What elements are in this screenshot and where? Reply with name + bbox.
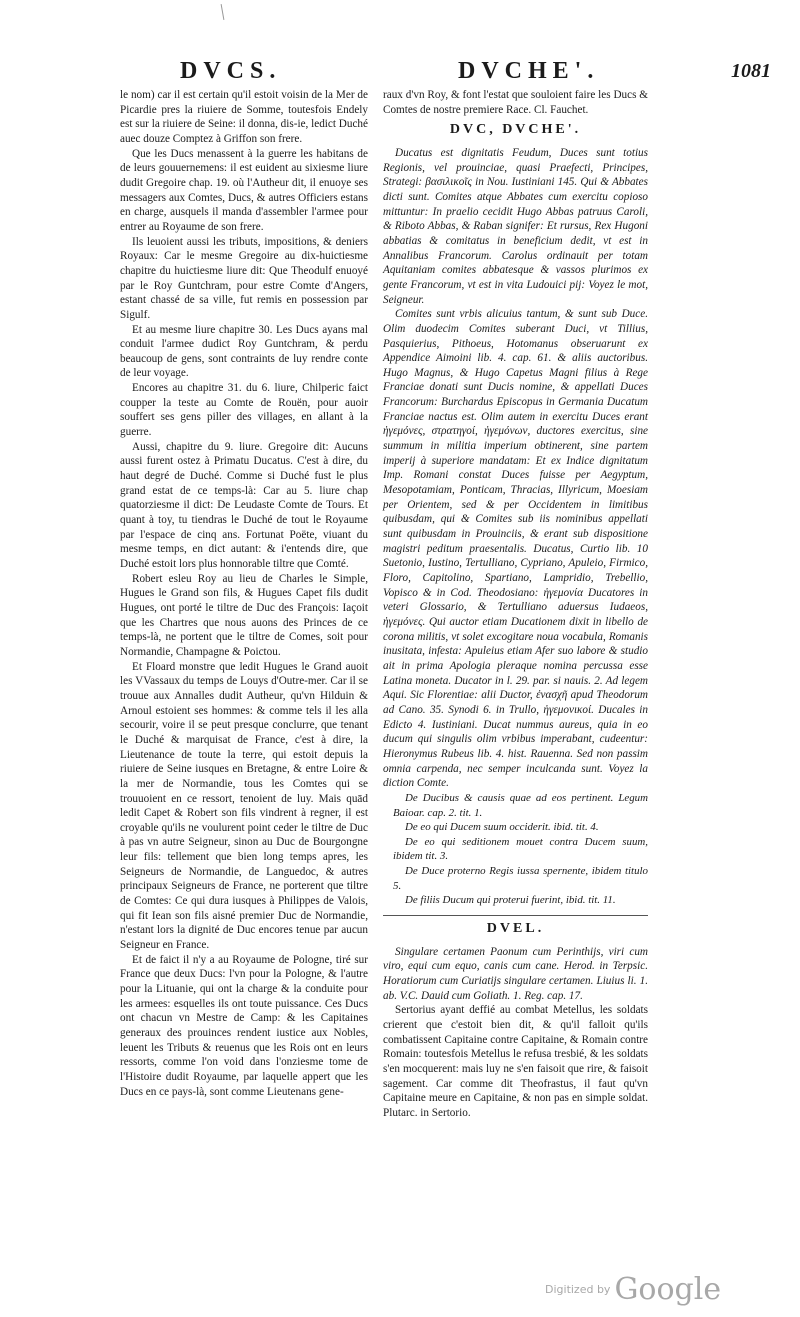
google-logo: Google bbox=[614, 1272, 722, 1307]
paragraph: Aussi, chapitre du 9. liure. Gregoire dit: Aucuns aussi furent ostez à Primatu Ducatus. C'est à dire, du haut degré de Duché. Comme si Duché fust le plus grand estat de ce temps-là: Car au 5. liure chap quatorziesme il dict: De Leudaste Comte de Tours. Et quant à toy, tu tiendras le Duché de tout le Royaume par l'espace de cinq ans. Fortunat Poëte, viuant du mesme temps, en dict autant: & i'entends dire, que Duché estoit lors plus honnorable tiltre que Comté. bbox=[120, 440, 368, 570]
latin-paragraph: Comites sunt vrbis alicuius tantum, & sunt sub Duce. Olim duodecim Comites suberant Duci, vt Tillius, Pasquierius, Pithoeus, Hotomanus obseruarunt ex Appendice Aimoini lib. 4. cap. 61. & aliis auctoribus. Hugo Magnus, & Hugo Capetus Magni filius à Rege Franciae donati sunt Ducis nomine, & appellati Duces Francorum: Burchardus Episcopus in Germania Ducatum Franciae nactus est. Olim autem in exercitu Duces erant ἡγεμόνες, στρατηγοί, ἡγεμόνων, ductores exercitus, sine summum in militia imperium obtinerent, sine partem imperij à superiore mandatam: Et ex Indice dignitatum Imp. Romani constat Duces fuisse per Aegyptum, Mesopotamiam, Ponticam, Thracias, Illyricum, Moesiam per Orientem, sed & per Occidentem in limitibus quibusdam, qui & Comites sub iis nominibus appellati sunt quibusdam in Prouinciis, & erant sub dispositione magistri peditum praesentalis. Ducatus, Curtio lib. 10 Suetonio, Iustino, Tertulliano, Cypriano, Apuleio, Firmico, Floro, Capitolino, Spartiano, Lampridio, Trebellio, Vopisco & in Cod. Theodosiano: ἡγεμονία Ducatores in veteri Glossario, & Tertulliano aduersus Iudaeos, ἡγεμόνες. Qui auctor etiam Ducationem dixit in libello de corona militis, vt solet excogitare noua vocabula, Romanis inusitata, infesta: Apuleius etiam Afer suo labore & studio ait in prima Apologia pleraque nomina percussa esse Latina moneta. Ducator in l. 29. par. si nauis. 2. Ad legem Aqui. Sic Florentiae: alii Ductor, ἐνασχῆ apud Theodorum ad Cano. 35. Synodi 6. in Trullo, ἡγεμονικοί. Ducales in Edicto 4. Iustiniani. Ducat nummus aureus, quia in eo ducum qui singulis olim vrbibus imperabant, cudeentur: Hieronymus Rubeus lib. 4. hist. Rauenna. Sed non passim omnia carpenda, nec semper inculcanda sunt. Voyez la diction Comte. bbox=[383, 308, 648, 790]
section-heading-duel: DVEL. bbox=[486, 921, 545, 937]
latin-paragraph: Ducatus est dignitatis Feudum, Duces sunt totius Regionis, vel prouinciae, quasi Praefecti, Principes, Strategi: βασιλικοῖς in Nou. Iustiniani 145. Qui & Abbates dicti sunt. Comites atque Abbates cum exercitu copioso mittuntur: In praelio cecidit Hugo Abbas patruus Caroli, & Riboto Abbas, & Raban signifer: Et rursus, Rex Hugoni abbatias & comitatus in beneficium dedit, vt est in Annalibus Francorum. Carolus ordinauit per totam Aquitaniam comites abbatesque & vassos plurimos ex gente Francorum, vt est in vita Ludouici pij: Voyez le mot, Seigneur. bbox=[383, 146, 648, 306]
margin-mark bbox=[221, 4, 225, 20]
law-note: De Ducibus & causis quae ad eos pertinent. Legum Baioar. cap. 2. tit. 1. bbox=[393, 791, 648, 819]
law-note: De filiis Ducum qui proterui fuerint, ibid. tit. 11. bbox=[405, 894, 616, 907]
running-head-left: DVCS. bbox=[180, 58, 282, 84]
paragraph: Et de faict il n'y a au Royaume de Pologne, tiré sur France que deux Ducs: l'vn pour la Pologne, & l'autre pour la Lituanie, qui ont la charge & la conduite pour les armees: esquelles ils ont toute puissance. Ces Ducs ont chacun vn Mestre de Camp: & les Capitaines generaux des prouinces rendent iustice aux Nobles, leuent les Tributs & reuenus que les Rois ont en leurs ressorts, comme l'on void dans l'onziesme tome de l'Histoire dudit Royaume, par laquelle appert que les Ducs en ce pays-là, sont comme Lieutenans gene- bbox=[120, 953, 368, 1098]
paragraph: Sertorius ayant deffié au combat Metellus, les soldats crierent que c'estoit bien dit, & qu'il falloit qu'ils combatissent Capitaine contre Capitaine, & Romain contre Romain: toutesfois Metellus le refusa tresbié, & les soldats s'en mocquerent: mais luy ne s'en faisoit que rire, & faisoit sagement. Car comme dit Theofrastus, il faut qu'vn Capitaine meure en Capitaine, & non pas en simple soldat. Plutarc. in Sertorio. bbox=[383, 1004, 648, 1119]
page-number: 1081 bbox=[731, 60, 771, 82]
paragraph: Et Floard monstre que ledit Hugues le Grand auoit les VVassaux du temps de Louys d'Outre-mer. Car il se trouue aux Annalles dudit Autheur, qu'vn Hilduin & Arnoul estoient ses hommes: & comme tels il les alla secourir, voire il se peut presque conclurre, que tenant le Duché & marquisat de France, c'est à dire, la Lieutenance de toute la terre, qui estoit depuis la riuiere de Seine iusques en Bretagne, & entre Loire & la mer de Normandie, tous les Comtes qui se trouuoient en ce ressort, tenoient de luy. Mais quād ledit Capet & Robert son fils vindrent à regner, il est croyable qu'ils ne voulurent point ceder le tiltre de Duc à pas vn autre Seigneur, sinon au Duc de Bourgongne leur fils: tellement que bien long temps apres, les Seigneurs de Normandie, de Languedoc, & autres principaux Seigneurs de France, ne porterent que tiltre de Comtes: Ce qui dura iusques à Philippes de Valois, qui fit Iean son fils aisné premier Duc de Normandie, n'estant lors la dignité de Duc encores tenue par aucun Seigneur en France. bbox=[120, 660, 368, 952]
paragraph: Ils leuoient aussi les tributs, impositions, & deniers Royaux: Car le mesme Gregoire au dix-huictiesme chapitre du huictiesme liure dit: Que Theodulf enuoyé par le Roy Guntchram, pour estre Comte d'Angers, estant chassé de sa ville, fut remis en possession par Sigulf. bbox=[120, 235, 368, 321]
paragraph: le nom) car il est certain qu'il estoit voisin de la Mer de Picardie pres la riuiere de Somme, toutesfois Endely est sur la riuiere de Seine: il donna, dis-ie, ledict Duché auec douze Comptez à Griffon son frere. bbox=[120, 89, 368, 145]
law-note: De eo qui Ducem suum occiderit. ibid. tit. 4. bbox=[405, 821, 599, 834]
latin-paragraph: Singulare certamen Paonum cum Perinthijs, viri cum viro, equi cum equo, canis cum cane. Herod. in Terpsic. Horatiorum cum Curiatijs singulare certamen. Liuius li. 1. ab. V.C. Dauid cum Goliath. 1. Reg. cap. 17. bbox=[383, 945, 648, 1002]
paragraph: Que les Ducs menassent à la guerre les habitans de de leurs gouuernemens: il est euident au sixiesme liure dudit Gregoire chap. 19. où l'Autheur dit, il enuoye ses messagers aux Comtes, Ducs, & autres Officiers estans en charge, ausquels il manda d'assembler l'armee pour entrer au Royaume de son frere. bbox=[120, 147, 368, 233]
paragraph: Encores au chapitre 31. du 6. liure, Chilperic faict coupper la teste au Comte de Rouën, pour auoir souffert ses gens piller des villages, en allant à la guerre. bbox=[120, 382, 368, 439]
section-heading-duc: DVC, DVCHE'. bbox=[449, 122, 582, 138]
paragraph: Et au mesme liure chapitre 30. Les Ducs ayans mal conduit l'armee dudict Roy Guntchram, & perdu beaucoup de gens, sont contraints de luy rendre conte de leur voyage. bbox=[120, 323, 368, 380]
continuation-paragraph: raux d'vn Roy, & font l'estat que souloient faire les Ducs & Comtes de nostre premiere Race. Cl. Fauchet. bbox=[383, 89, 648, 116]
left-column bbox=[120, 88, 368, 1099]
section-divider bbox=[383, 915, 648, 916]
paragraph: Robert esleu Roy au lieu de Charles le Simple, Hugues le Grand son fils, & Hugues Capet fils dudit Hugues, ont porté le tiltre de Duc des François: Iaçoit que les Chartres que nous auons des Princes de ce temps-là, ne portent que le tiltre de Comes, soit pour Normandie, Champagne & Poictou. bbox=[120, 572, 368, 658]
digitized-watermark bbox=[545, 1272, 721, 1307]
right-column bbox=[383, 88, 648, 1121]
digitized-label: Digitized by bbox=[545, 1283, 611, 1296]
law-note: De eo qui seditionem mouet contra Ducem suum, ibidem tit. 3. bbox=[393, 835, 648, 863]
running-head-right: DVCHE'. bbox=[458, 58, 600, 84]
law-note: De Duce proterno Regis iussa spernente, ibidem titulo 5. bbox=[393, 865, 648, 892]
